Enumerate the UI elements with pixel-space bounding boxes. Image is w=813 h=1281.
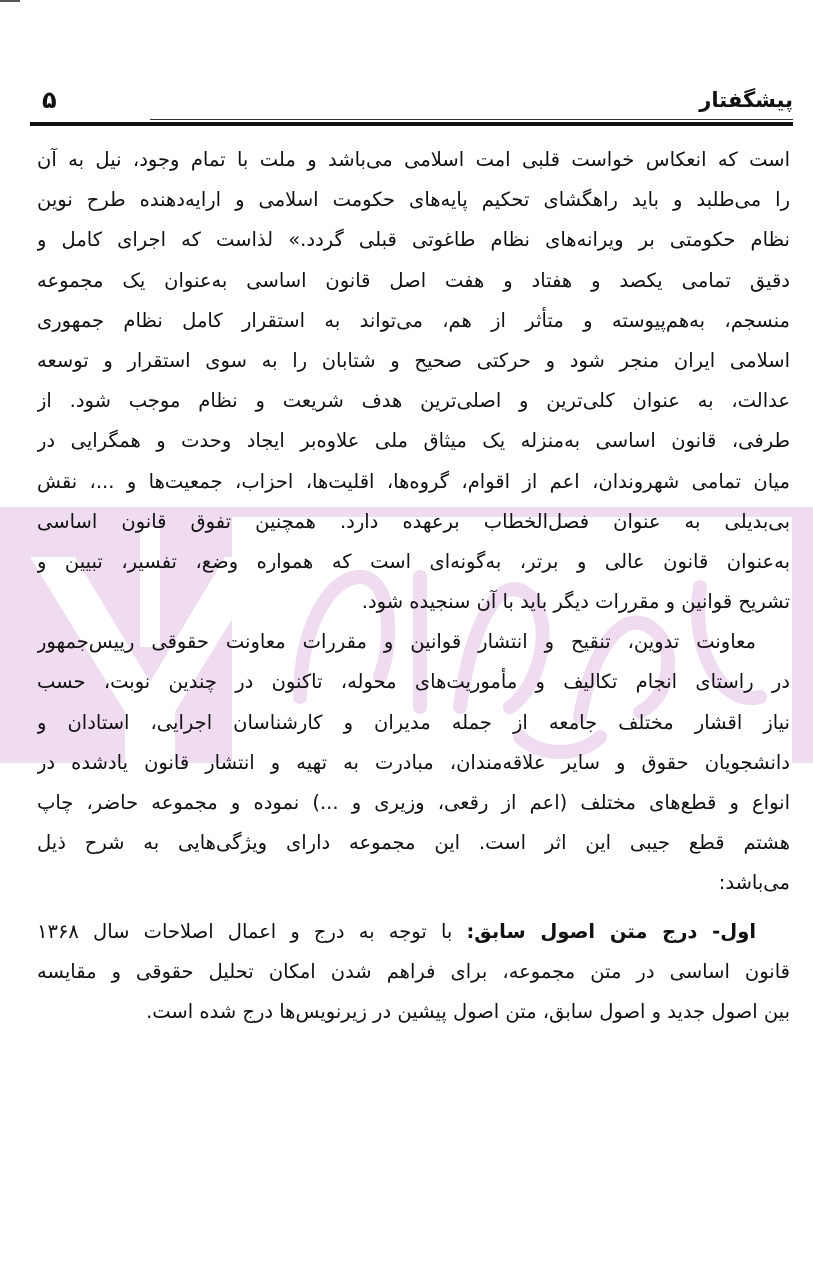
text-line: معاونت تدوین، تنقیح و انتشار قوانین و مقررات معاونت حقوقی رییس‌جمهور xyxy=(37,630,756,654)
text-line: را می‌طلبد و باید راهگشای تحکیم پایه‌های حکومت اسلامی و ارایه‌دهنده طرح نوین xyxy=(37,188,790,212)
paragraph-1 xyxy=(37,140,790,622)
text-line: در راستای انجام تکالیف و مأموریت‌های محوله، تاکنون در چندین نوبت، حسب xyxy=(37,670,790,694)
text-line-with-heading xyxy=(37,912,790,952)
text-line: قانون اساسی در متن مجموعه، برای فراهم شدن امکان تحلیل حقوقی و مقایسه xyxy=(37,959,790,983)
text-line: نیاز اقشار مختلف جامعه از جمله مدیران و کارشناسان اجرایی، استادان و xyxy=(37,710,790,734)
text-line: بین اصول جدید و اصول سابق، متن اصول پیشین در زیرنویس‌ها درج شده است. xyxy=(146,999,790,1023)
text-line: میان تمامی شهروندان، اعم از اقوام، گروه‌ها، اقلیت‌ها، احزاب، جمعیت‌ها و ...، نقش xyxy=(37,469,790,493)
chapter-title: پیشگفتار xyxy=(699,88,793,112)
text-line: است که انعکاس خواست قلبی امت اسلامی می‌باشد و ملت با تمام وجود، نیل به آن xyxy=(37,148,790,171)
text-line: منسجم، به‌هم‌پیوسته و متأثر از هم، می‌تواند به استقرار کامل نظام جمهوری xyxy=(37,308,790,332)
text-line: می‌باشد: xyxy=(718,871,790,895)
text-line: نظام حکومتی بر ویرانه‌های نظام طاغوتی قبلی گردد.» لذاست که اجرای کامل و xyxy=(37,228,790,252)
text-line: انواع و قطع‌های مختلف (اعم از رقعی، وزیری و ...) نموده و مجموعه حاضر، چاپ xyxy=(37,791,790,814)
text-line: تشریح قوانین و مقررات دیگر باید با آن سنجیده شود. xyxy=(361,590,790,614)
text-run: با توجه به درج و اعمال اصلاحات سال ۱۳۶۸ xyxy=(37,919,467,943)
header-rule-thin xyxy=(150,119,793,120)
paragraph-2 xyxy=(37,622,790,903)
text-line: بی‌بدیلی به عنوان فصل‌الخطاب برعهده دارد. همچنین تفوق قانون اساسی xyxy=(37,509,790,533)
page-header xyxy=(30,84,793,128)
paragraph-gap xyxy=(37,904,790,912)
text-line: دانشجویان حقوق و سایر علاقه‌مندان، مبادرت به تهیه و انتشار قانون یادشده در xyxy=(37,750,790,774)
paragraph-3 xyxy=(37,912,790,1033)
header-rule xyxy=(30,122,793,126)
text-line: طرفی، قانون اساسی به‌منزله یک میثاق ملی علاوه‌بر ایجاد وحدت و همگرایی در xyxy=(37,429,790,453)
text-line: اسلامی ایران منجر شود و حرکتی صحیح و شتابان را به سوی استقرار و توسعه xyxy=(37,348,790,372)
text-line: هشتم قطع جیبی این اثر است. این مجموعه دارای ویژگی‌هایی به شرح ذیل xyxy=(37,831,790,855)
scan-corner-mark xyxy=(0,0,20,2)
page-body xyxy=(37,140,790,1032)
page-number: ۵ xyxy=(42,86,57,114)
section-heading: اول- درج متن اصول سابق: xyxy=(466,919,757,943)
text-line: به‌عنوان قانون عالی و برتر، به‌گونه‌ای است که همواره وضع، تفسیر، تبیین و xyxy=(37,549,790,573)
text-line: دقیق تمامی یکصد و هفتاد و هفت اصل قانون اساسی به‌عنوان یک مجموعه xyxy=(37,268,790,292)
text-line: عدالت، به عنوان کلی‌ترین و اصلی‌ترین هدف شریعت و نظام موجب شود. از xyxy=(37,389,790,413)
